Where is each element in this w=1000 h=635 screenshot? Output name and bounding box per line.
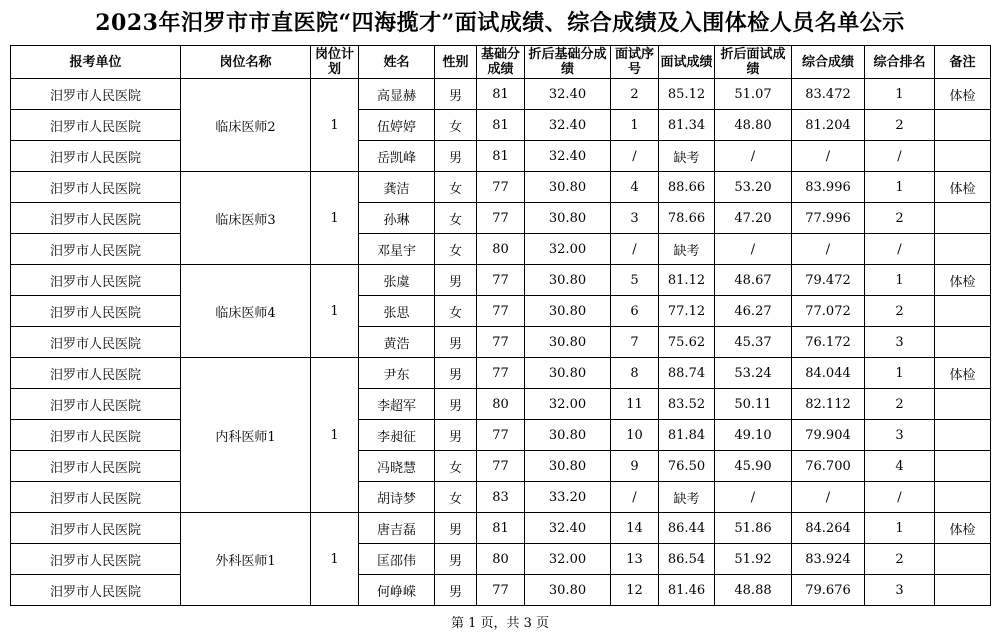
cell-interview-converted: 48.80 — [715, 110, 792, 141]
header-base-score: 基础分成绩 — [477, 46, 525, 79]
table-row — [11, 234, 991, 265]
header-position: 岗位名称 — [181, 46, 311, 79]
cell-base-converted: 30.80 — [525, 203, 611, 234]
cell-base-score: 77 — [477, 358, 525, 389]
header-rank: 综合排名 — [865, 46, 935, 79]
table-row — [11, 141, 991, 172]
cell-gender: 男 — [435, 358, 477, 389]
table-row — [11, 482, 991, 513]
cell-gender: 男 — [435, 575, 477, 606]
cell-interview-score: 81.12 — [659, 265, 715, 296]
header-plan: 岗位计划 — [311, 46, 359, 79]
cell-rank: 1 — [865, 172, 935, 203]
cell-name: 李昶征 — [359, 420, 435, 451]
table-row — [11, 327, 991, 358]
header-name: 姓名 — [359, 46, 435, 79]
cell-gender: 女 — [435, 296, 477, 327]
cell-interview-converted: 51.92 — [715, 544, 792, 575]
cell-base-converted: 30.80 — [525, 265, 611, 296]
header-interview-converted: 折后面试成绩 — [715, 46, 792, 79]
cell-base-converted: 32.00 — [525, 544, 611, 575]
cell-interview-no: 13 — [611, 544, 659, 575]
cell-remark: 体检 — [935, 172, 991, 203]
table-row — [11, 451, 991, 482]
cell-interview-converted: 47.20 — [715, 203, 792, 234]
cell-remark — [935, 482, 991, 513]
table-row — [11, 420, 991, 451]
cell-unit: 汨罗市人民医院 — [11, 203, 181, 234]
cell-remark — [935, 234, 991, 265]
cell-name: 尹东 — [359, 358, 435, 389]
cell-interview-score: 88.66 — [659, 172, 715, 203]
table-row — [11, 513, 991, 544]
cell-total: 77.072 — [792, 296, 865, 327]
cell-unit: 汨罗市人民医院 — [11, 265, 181, 296]
cell-plan: 1 — [311, 172, 359, 265]
cell-unit: 汨罗市人民医院 — [11, 451, 181, 482]
cell-interview-no: / — [611, 234, 659, 265]
cell-interview-score: 78.66 — [659, 203, 715, 234]
cell-unit: 汨罗市人民医院 — [11, 172, 181, 203]
cell-name: 孙琳 — [359, 203, 435, 234]
cell-remark — [935, 544, 991, 575]
cell-remark: 体检 — [935, 79, 991, 110]
cell-total: / — [792, 141, 865, 172]
cell-base-converted: 30.80 — [525, 420, 611, 451]
cell-base-score: 77 — [477, 203, 525, 234]
cell-interview-no: / — [611, 141, 659, 172]
cell-interview-score: 缺考 — [659, 482, 715, 513]
cell-total: 83.996 — [792, 172, 865, 203]
cell-interview-converted: / — [715, 141, 792, 172]
cell-plan: 1 — [311, 79, 359, 172]
cell-rank: 3 — [865, 420, 935, 451]
cell-name: 邓星宇 — [359, 234, 435, 265]
cell-base-score: 77 — [477, 296, 525, 327]
table-body — [11, 79, 991, 606]
cell-gender: 男 — [435, 513, 477, 544]
cell-base-converted: 30.80 — [525, 296, 611, 327]
cell-interview-no: 9 — [611, 451, 659, 482]
cell-base-score: 81 — [477, 513, 525, 544]
table-row — [11, 296, 991, 327]
cell-interview-converted: 49.10 — [715, 420, 792, 451]
cell-interview-score: 85.12 — [659, 79, 715, 110]
header-base-converted: 折后基础分成绩 — [525, 46, 611, 79]
cell-name: 岳凯峰 — [359, 141, 435, 172]
cell-rank: 3 — [865, 327, 935, 358]
cell-unit: 汨罗市人民医院 — [11, 110, 181, 141]
cell-interview-no: 7 — [611, 327, 659, 358]
cell-total: 79.904 — [792, 420, 865, 451]
cell-unit: 汨罗市人民医院 — [11, 358, 181, 389]
cell-position: 外科医师1 — [181, 513, 311, 606]
cell-base-score: 80 — [477, 389, 525, 420]
cell-base-converted: 32.40 — [525, 110, 611, 141]
table-row — [11, 544, 991, 575]
table-row — [11, 203, 991, 234]
cell-name: 伍婷婷 — [359, 110, 435, 141]
cell-base-score: 80 — [477, 234, 525, 265]
cell-total: 79.472 — [792, 265, 865, 296]
cell-interview-score: 83.52 — [659, 389, 715, 420]
cell-unit: 汨罗市人民医院 — [11, 141, 181, 172]
cell-name: 张虞 — [359, 265, 435, 296]
cell-unit: 汨罗市人民医院 — [11, 575, 181, 606]
cell-name: 唐吉磊 — [359, 513, 435, 544]
cell-base-converted: 32.40 — [525, 79, 611, 110]
cell-interview-score: 77.12 — [659, 296, 715, 327]
cell-unit: 汨罗市人民医院 — [11, 296, 181, 327]
cell-remark — [935, 110, 991, 141]
cell-plan: 1 — [311, 358, 359, 513]
cell-base-converted: 33.20 — [525, 482, 611, 513]
cell-base-score: 81 — [477, 79, 525, 110]
table-row — [11, 358, 991, 389]
cell-interview-score: 88.74 — [659, 358, 715, 389]
table-row — [11, 110, 991, 141]
cell-unit: 汨罗市人民医院 — [11, 420, 181, 451]
cell-base-converted: 30.80 — [525, 575, 611, 606]
cell-base-converted: 32.00 — [525, 234, 611, 265]
cell-interview-no: 12 — [611, 575, 659, 606]
cell-interview-no: 3 — [611, 203, 659, 234]
cell-position: 临床医师3 — [181, 172, 311, 265]
cell-remark — [935, 451, 991, 482]
cell-interview-no: 1 — [611, 110, 659, 141]
cell-base-score: 77 — [477, 172, 525, 203]
cell-interview-no: 4 — [611, 172, 659, 203]
cell-total: 81.204 — [792, 110, 865, 141]
cell-remark: 体检 — [935, 358, 991, 389]
cell-interview-no: 10 — [611, 420, 659, 451]
cell-total: / — [792, 482, 865, 513]
cell-total: / — [792, 234, 865, 265]
cell-base-converted: 30.80 — [525, 172, 611, 203]
cell-gender: 男 — [435, 79, 477, 110]
cell-unit: 汨罗市人民医院 — [11, 513, 181, 544]
cell-base-score: 77 — [477, 451, 525, 482]
cell-remark — [935, 389, 991, 420]
cell-unit: 汨罗市人民医院 — [11, 544, 181, 575]
cell-base-score: 83 — [477, 482, 525, 513]
cell-total: 79.676 — [792, 575, 865, 606]
cell-plan: 1 — [311, 513, 359, 606]
cell-total: 77.996 — [792, 203, 865, 234]
cell-rank: 2 — [865, 296, 935, 327]
cell-name: 高显赫 — [359, 79, 435, 110]
header-gender: 性别 — [435, 46, 477, 79]
cell-base-score: 77 — [477, 420, 525, 451]
cell-interview-converted: 50.11 — [715, 389, 792, 420]
cell-remark — [935, 327, 991, 358]
cell-interview-score: 缺考 — [659, 234, 715, 265]
cell-name: 黄浩 — [359, 327, 435, 358]
cell-remark: 体检 — [935, 513, 991, 544]
cell-gender: 女 — [435, 482, 477, 513]
cell-total: 76.700 — [792, 451, 865, 482]
cell-rank: 4 — [865, 451, 935, 482]
cell-name: 何峥嵘 — [359, 575, 435, 606]
cell-name: 胡诗梦 — [359, 482, 435, 513]
cell-unit: 汨罗市人民医院 — [11, 79, 181, 110]
cell-remark — [935, 296, 991, 327]
cell-rank: / — [865, 482, 935, 513]
cell-name: 龚洁 — [359, 172, 435, 203]
cell-interview-no: 14 — [611, 513, 659, 544]
cell-base-converted: 30.80 — [525, 327, 611, 358]
cell-interview-converted: 51.07 — [715, 79, 792, 110]
cell-rank: 1 — [865, 513, 935, 544]
cell-remark — [935, 420, 991, 451]
cell-position: 临床医师4 — [181, 265, 311, 358]
cell-interview-no: 2 — [611, 79, 659, 110]
cell-interview-converted: 46.27 — [715, 296, 792, 327]
cell-interview-score: 75.62 — [659, 327, 715, 358]
cell-interview-converted: 53.24 — [715, 358, 792, 389]
cell-total: 82.112 — [792, 389, 865, 420]
header-total: 综合成绩 — [792, 46, 865, 79]
cell-remark: 体检 — [935, 265, 991, 296]
cell-position: 内科医师1 — [181, 358, 311, 513]
cell-gender: 女 — [435, 451, 477, 482]
cell-interview-converted: 51.86 — [715, 513, 792, 544]
cell-gender: 女 — [435, 203, 477, 234]
cell-unit: 汨罗市人民医院 — [11, 389, 181, 420]
cell-rank: 2 — [865, 544, 935, 575]
cell-position: 临床医师2 — [181, 79, 311, 172]
cell-remark — [935, 141, 991, 172]
cell-gender: 男 — [435, 544, 477, 575]
cell-unit: 汨罗市人民医院 — [11, 482, 181, 513]
header-interview-no: 面试序号 — [611, 46, 659, 79]
cell-interview-score: 86.54 — [659, 544, 715, 575]
cell-plan: 1 — [311, 265, 359, 358]
cell-remark — [935, 575, 991, 606]
cell-rank: 1 — [865, 79, 935, 110]
results-table — [10, 45, 991, 606]
cell-interview-no: / — [611, 482, 659, 513]
table-row — [11, 389, 991, 420]
cell-rank: / — [865, 234, 935, 265]
cell-base-score: 77 — [477, 265, 525, 296]
cell-base-converted: 30.80 — [525, 451, 611, 482]
cell-total: 76.172 — [792, 327, 865, 358]
table-row — [11, 79, 991, 110]
cell-gender: 男 — [435, 420, 477, 451]
cell-rank: 2 — [865, 389, 935, 420]
cell-rank: / — [865, 141, 935, 172]
header-remark: 备注 — [935, 46, 991, 79]
cell-total: 84.264 — [792, 513, 865, 544]
cell-interview-converted: / — [715, 234, 792, 265]
cell-total: 83.472 — [792, 79, 865, 110]
cell-base-converted: 32.40 — [525, 141, 611, 172]
cell-rank: 3 — [865, 575, 935, 606]
cell-total: 83.924 — [792, 544, 865, 575]
cell-interview-converted: 45.37 — [715, 327, 792, 358]
cell-gender: 女 — [435, 110, 477, 141]
cell-gender: 男 — [435, 327, 477, 358]
cell-interview-no: 5 — [611, 265, 659, 296]
table-row — [11, 172, 991, 203]
cell-interview-score: 76.50 — [659, 451, 715, 482]
cell-name: 张思 — [359, 296, 435, 327]
cell-interview-no: 11 — [611, 389, 659, 420]
cell-rank: 1 — [865, 265, 935, 296]
cell-unit: 汨罗市人民医院 — [11, 327, 181, 358]
cell-interview-converted: 53.20 — [715, 172, 792, 203]
header-row — [11, 46, 991, 79]
cell-interview-score: 81.34 — [659, 110, 715, 141]
cell-rank: 2 — [865, 203, 935, 234]
cell-base-score: 81 — [477, 141, 525, 172]
cell-base-converted: 32.40 — [525, 513, 611, 544]
cell-gender: 男 — [435, 389, 477, 420]
cell-base-score: 77 — [477, 575, 525, 606]
cell-interview-no: 8 — [611, 358, 659, 389]
cell-total: 84.044 — [792, 358, 865, 389]
cell-gender: 女 — [435, 172, 477, 203]
cell-gender: 女 — [435, 234, 477, 265]
cell-interview-converted: 45.90 — [715, 451, 792, 482]
cell-name: 冯晓慧 — [359, 451, 435, 482]
table-row — [11, 265, 991, 296]
cell-base-score: 80 — [477, 544, 525, 575]
cell-interview-score: 81.84 — [659, 420, 715, 451]
cell-name: 李超军 — [359, 389, 435, 420]
cell-base-converted: 32.00 — [525, 389, 611, 420]
table-row — [11, 575, 991, 606]
cell-interview-no: 6 — [611, 296, 659, 327]
cell-base-score: 81 — [477, 110, 525, 141]
cell-name: 匡邵伟 — [359, 544, 435, 575]
cell-interview-score: 86.44 — [659, 513, 715, 544]
cell-rank: 2 — [865, 110, 935, 141]
page-title: 2023年汨罗市市直医院“四海揽才”面试成绩、综合成绩及入围体检人员名单公示 — [95, 10, 905, 36]
cell-gender: 男 — [435, 141, 477, 172]
cell-rank: 1 — [865, 358, 935, 389]
cell-interview-converted: / — [715, 482, 792, 513]
cell-interview-converted: 48.67 — [715, 265, 792, 296]
page-footer: 第 1 页，共 3 页 — [450, 616, 550, 631]
cell-unit: 汨罗市人民医院 — [11, 234, 181, 265]
cell-base-converted: 30.80 — [525, 358, 611, 389]
cell-gender: 男 — [435, 265, 477, 296]
cell-interview-converted: 48.88 — [715, 575, 792, 606]
cell-base-score: 77 — [477, 327, 525, 358]
cell-interview-score: 缺考 — [659, 141, 715, 172]
cell-remark — [935, 203, 991, 234]
cell-interview-score: 81.46 — [659, 575, 715, 606]
header-interview-score: 面试成绩 — [659, 46, 715, 79]
header-unit: 报考单位 — [11, 46, 181, 79]
